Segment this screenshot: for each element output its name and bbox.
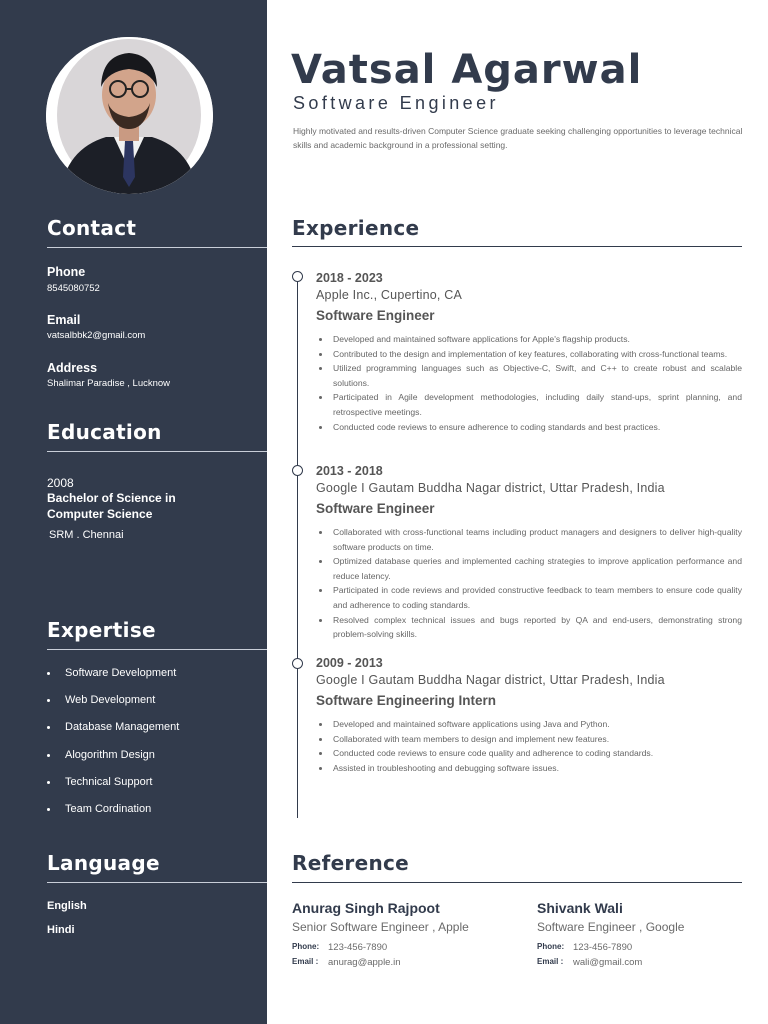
experience-timeline: [297, 276, 298, 818]
experience-entry: [316, 464, 742, 642]
reference-phone-label: Phone:: [292, 942, 320, 951]
education-school: SRM . Chennai: [49, 529, 124, 541]
job-bullet: Conducted code reviews to ensure code quality and adherence to coding standards.: [316, 746, 742, 761]
job-bullet: Developed and maintained software applications for Apple's flagship products.: [316, 332, 742, 347]
reference-name: Shivank Wali: [537, 900, 623, 916]
education-degree: Bachelor of Science in Computer Science: [47, 491, 176, 521]
job-company: Google I Gautam Buddha Nagar district, Uttar Pradesh, India: [316, 481, 665, 495]
reference-email-label: Email :: [292, 957, 319, 966]
language-item: Hindi: [47, 924, 75, 936]
timeline-dot: [292, 271, 303, 282]
experience-heading: Experience: [292, 216, 420, 240]
expertise-divider: [47, 649, 267, 650]
reference-phone-row: [292, 942, 512, 957]
expertise-heading: Expertise: [47, 618, 156, 642]
experience-divider: [292, 246, 742, 247]
job-bullet: Contributed to the design and implementation of key features, collaborating with cross-functional teams.: [316, 347, 742, 362]
phone-label: Phone: [47, 265, 86, 279]
phone-value: 8545080752: [47, 283, 100, 294]
expertise-item: Database Management: [47, 721, 179, 748]
email-label: Email: [47, 313, 81, 327]
reference-phone-label: Phone:: [537, 942, 565, 951]
reference-email-label: Email :: [537, 957, 564, 966]
expertise-item: Web Development: [47, 694, 179, 721]
language-heading: Language: [47, 851, 160, 875]
reference-title: Software Engineer , Google: [537, 920, 685, 934]
job-bullet: Developed and maintained software applications using Java and Python.: [316, 717, 742, 732]
job-bullet: Participated in Agile development methodologies, including daily stand-ups, sprint planning, and retrospective meetings.: [316, 390, 742, 419]
job-company: Google I Gautam Buddha Nagar district, Uttar Pradesh, India: [316, 673, 665, 687]
job-role: Software Engineering Intern: [316, 693, 497, 708]
expertise-list: [47, 667, 179, 830]
education-heading: Education: [47, 420, 162, 444]
timeline-dot: [292, 658, 303, 669]
address-value: Shalimar Paradise , Lucknow: [47, 378, 171, 389]
job-bullets: [316, 717, 742, 775]
language-item: English: [47, 900, 87, 912]
expertise-item: Technical Support: [47, 776, 179, 803]
job-years: 2013 - 2018: [316, 464, 383, 478]
job-bullet: Assisted in troubleshooting and debugging software issues.: [316, 761, 742, 776]
reference-email-row: [537, 957, 757, 972]
reference-email-row: [292, 957, 512, 972]
job-bullet: Conducted code reviews to ensure adherence to coding standards and best practices.: [316, 420, 742, 435]
reference-entry: [537, 900, 757, 972]
job-years: 2018 - 2023: [316, 271, 383, 285]
sidebar: [0, 0, 267, 1024]
contact-heading: Contact: [47, 216, 137, 240]
contact-divider: [47, 247, 267, 248]
reference-name: Anurag Singh Rajpoot: [292, 900, 440, 916]
candidate-title: Software Engineer: [293, 93, 499, 113]
education-year: 2008: [47, 476, 74, 490]
job-bullet: Participated in code reviews and provided constructive feedback to team members to ensure code quality and adherence to coding standards.: [316, 583, 742, 612]
reference-email[interactable]: wali@gmail.com: [573, 957, 643, 968]
job-bullet: Utilized programming languages such as Objective-C, Swift, and C++ to create robust and scalable solutions.: [316, 361, 742, 390]
expertise-item: Team Cordination: [47, 803, 179, 830]
job-bullet: Collaborated with cross-functional teams including product managers and designers to deliver high-quality software products on time.: [316, 525, 742, 554]
job-bullets: [316, 332, 742, 434]
expertise-item: Alogorithm Design: [47, 749, 179, 776]
experience-entry: [316, 271, 742, 434]
candidate-name: Vatsal Agarwal: [291, 47, 643, 93]
education-divider: [47, 451, 267, 452]
job-bullet: Collaborated with team members to design and implement new features.: [316, 732, 742, 747]
reference-phone: 123-456-7890: [573, 942, 633, 953]
profile-summary: Highly motivated and results-driven Computer Science graduate seeking challenging opportunities to leverage technical skills and academic background in a professional setting.: [293, 126, 743, 150]
timeline-dot: [292, 465, 303, 476]
reference-title: Senior Software Engineer , Apple: [292, 920, 469, 934]
reference-entry: [292, 900, 512, 972]
job-years: 2009 - 2013: [316, 656, 383, 670]
reference-phone: 123-456-7890: [328, 942, 388, 953]
email-value[interactable]: vatsalbbk2@gmail.com: [47, 330, 146, 341]
job-bullet: Optimized database queries and implemented caching strategies to improve application performance and reduce latency.: [316, 554, 742, 583]
job-bullet: Resolved complex technical issues and bugs reported by QA and end-users, demonstrating strong problem-solving skills.: [316, 613, 742, 642]
expertise-item: Software Development: [47, 667, 179, 694]
job-bullets: [316, 525, 742, 642]
reference-email[interactable]: anurag@apple.in: [328, 957, 401, 968]
job-company: Apple Inc., Cupertino, CA: [316, 288, 463, 302]
address-label: Address: [47, 361, 98, 375]
experience-entry: [316, 656, 742, 775]
job-role: Software Engineer: [316, 308, 435, 323]
language-divider: [47, 882, 267, 883]
reference-phone-row: [537, 942, 757, 957]
profile-photo: [46, 37, 213, 194]
job-role: Software Engineer: [316, 501, 435, 516]
reference-heading: Reference: [292, 851, 410, 875]
reference-divider: [292, 882, 742, 883]
